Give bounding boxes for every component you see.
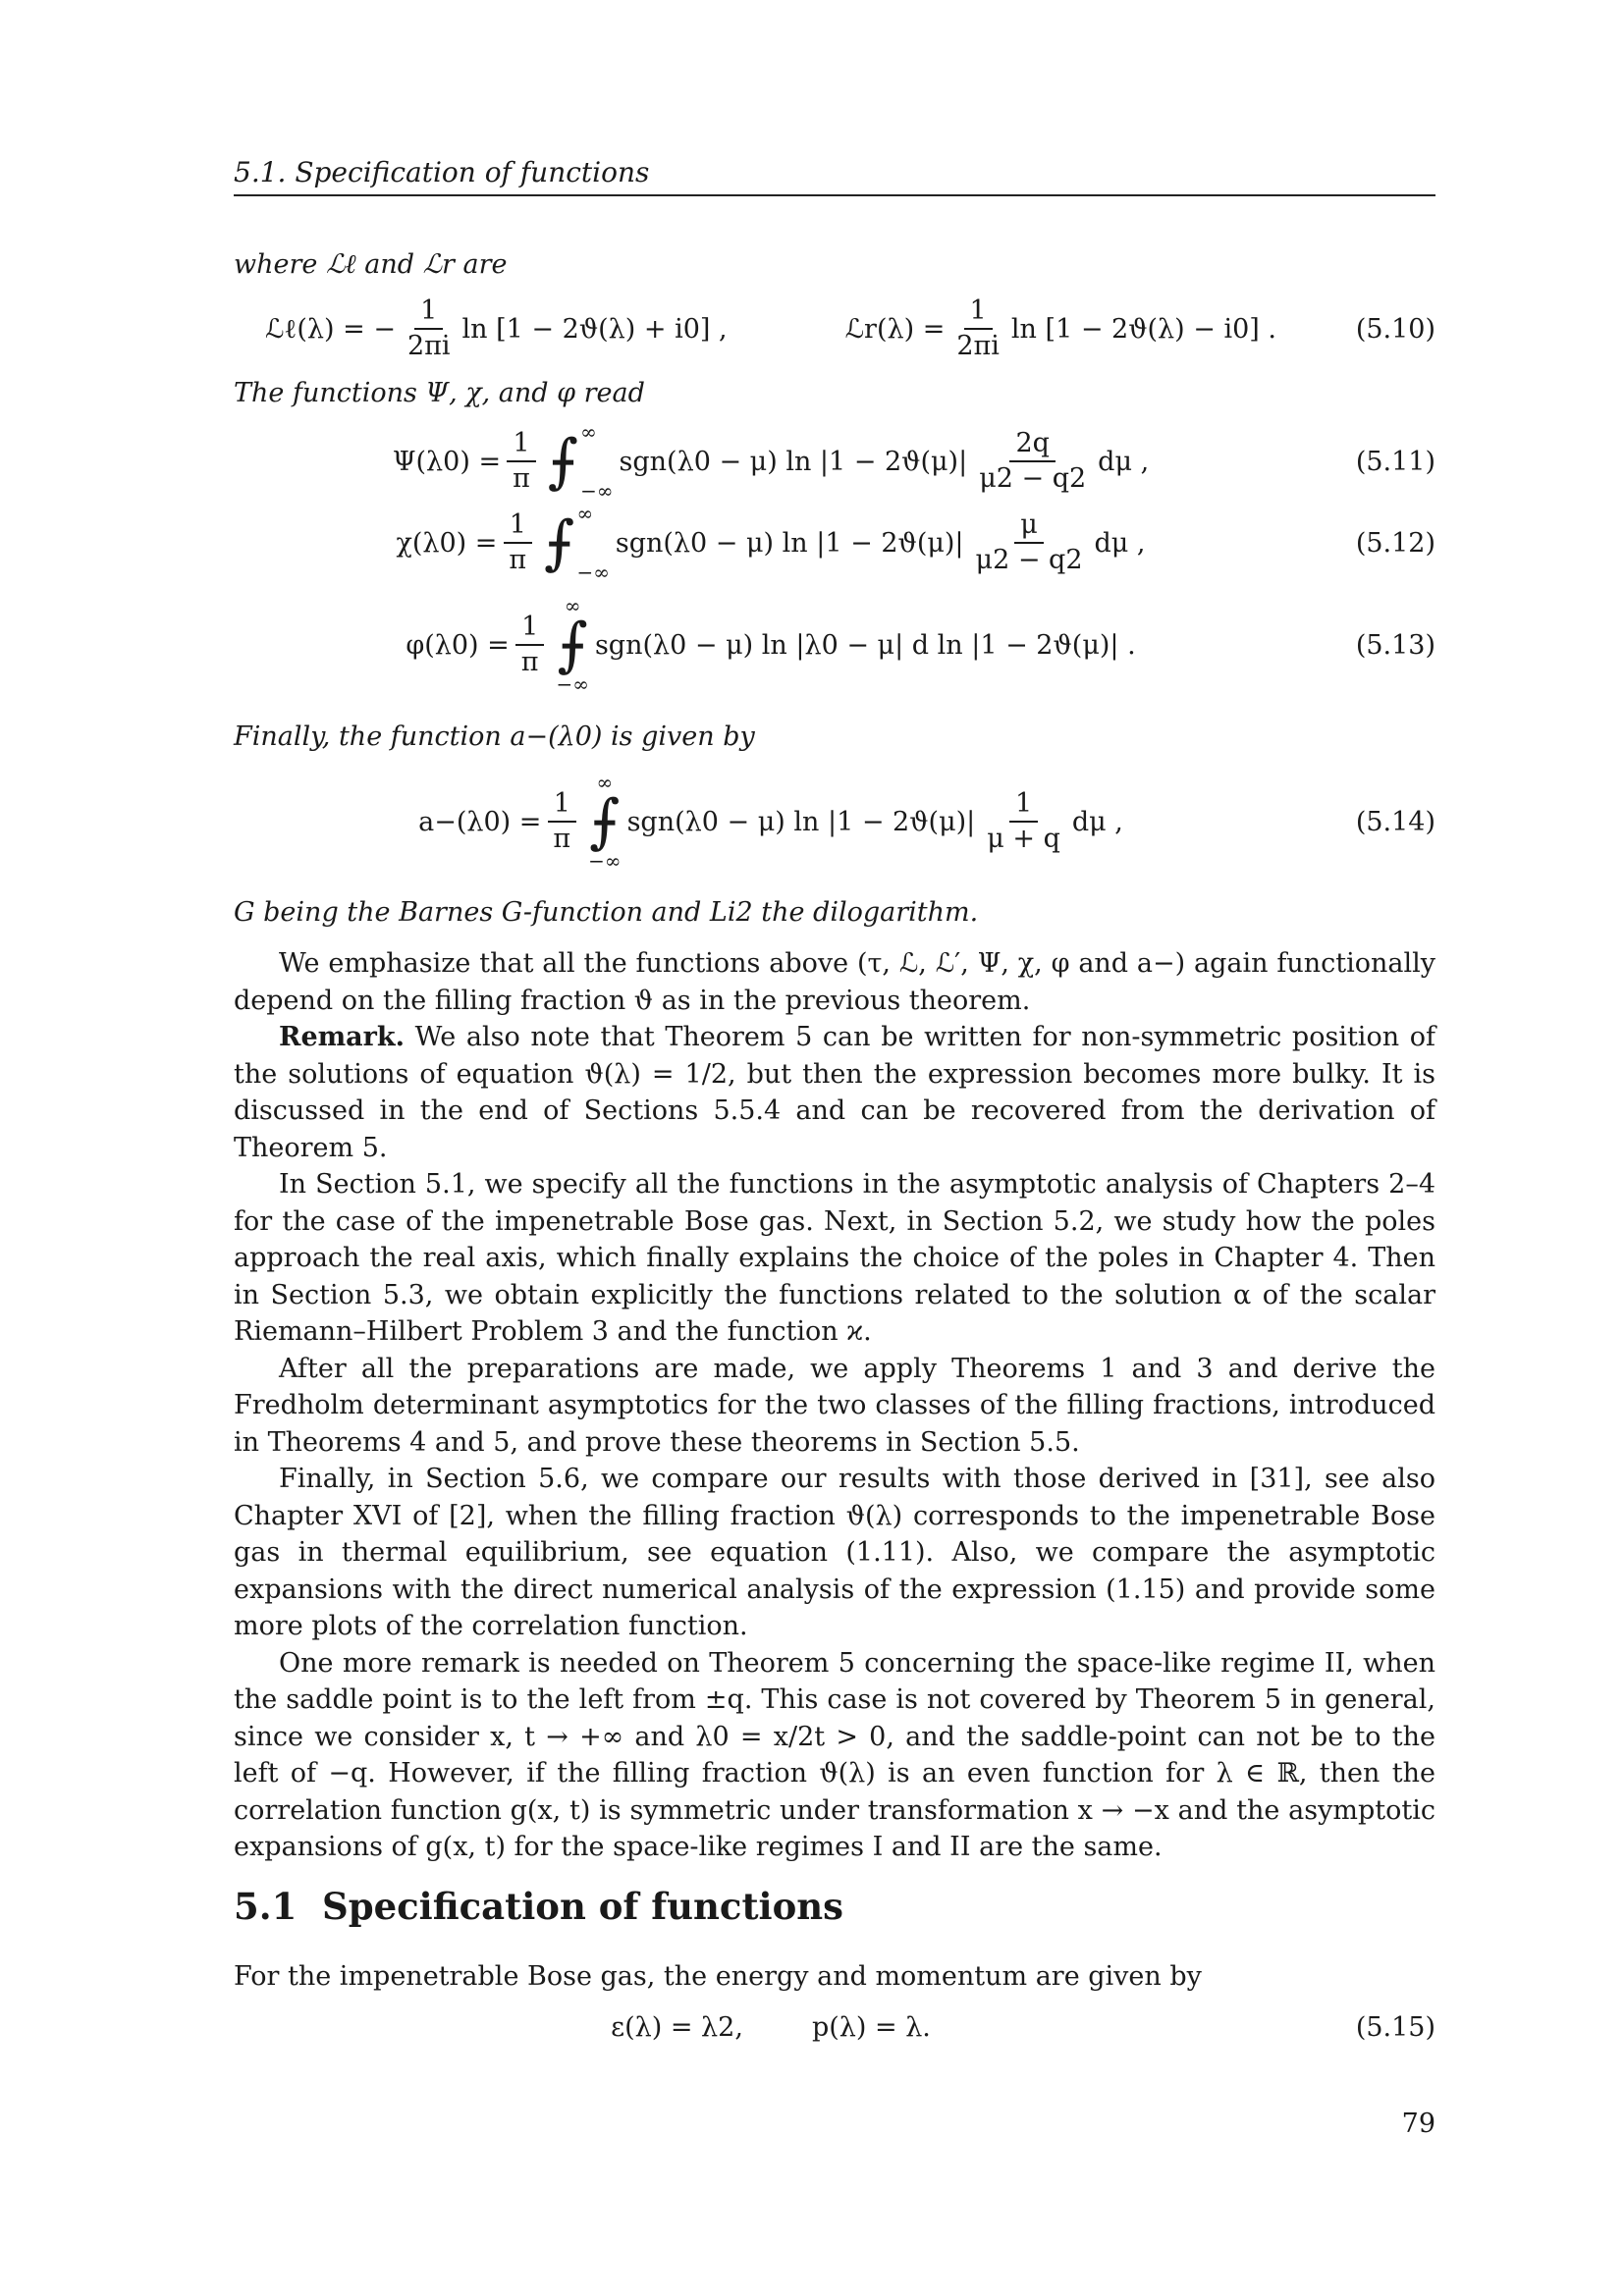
principal-value-integral (544, 504, 610, 582)
equation-number: (5.11) (1355, 446, 1435, 477)
fraction-denominator: μ + q (987, 824, 1060, 854)
equation-5-10 (234, 294, 1435, 363)
equation-number: (5.14) (1355, 806, 1435, 837)
differential: dμ , (1094, 527, 1146, 559)
integrand: sgn(λ0 − μ) ln |1 − 2ϑ(μ)| (619, 446, 968, 477)
fraction-numerator: 1 (504, 510, 532, 544)
finally-line: Finally, the function a−(λ0) is given by (234, 721, 755, 752)
equation-number: (5.15) (1355, 2011, 1435, 2043)
eq-5-10-right-fraction (950, 296, 1005, 360)
eq-5-10-right-lhs: ℒr(λ) = (844, 313, 946, 345)
fraction-denominator: 2πi (406, 331, 451, 361)
integrand: sgn(λ0 − μ) ln |1 − 2ϑ(μ)| (615, 527, 964, 559)
functions-line: The functions Ψ, χ, and φ read (234, 378, 645, 408)
equation-number: (5.10) (1355, 313, 1435, 345)
section-heading (234, 1885, 843, 1928)
eq-5-10-left-fraction (402, 296, 457, 360)
eq-5-12-lhs: χ(λ0) = (396, 527, 498, 559)
integral-lower-limit: −∞ (588, 849, 622, 873)
equation-5-11 (234, 417, 1435, 506)
kernel-fraction (981, 789, 1066, 853)
integral-lower-limit: −∞ (556, 672, 589, 696)
integral-upper-limit: ∞ (564, 594, 581, 617)
paragraph-one-more: One more remark is needed on Theorem 5 concerning the space-like regime II, when the saddle point is to the left from ±q. This case is not covered by Theorem 5 in general, since we consider x, t → +∞ and λ0 = x/2t > 0, and the saddle-point can not be to the left of −q. However, if the filling fraction ϑ(λ) is an even function for λ ∈ ℝ, then the correlation function g(x, t) is symmetric under transformation x → −x and the asymptotic expansions of g(x, t) for the space-like regimes I and II are the same. (234, 1647, 1435, 1862)
kernel-fraction (973, 429, 1092, 493)
fraction-numerator: 1 (964, 296, 993, 330)
prefactor-fraction (507, 429, 536, 493)
paragraph-preparations: After all the preparations are made, we apply Theorems 1 and 3 and derive the Fredholm determinant asymptotics for the two classes of the filling fractions, introduced in Theorems 4 and 5, and prove these theorems in Section 5.5. (234, 1353, 1435, 1458)
equation-number: (5.13) (1355, 629, 1435, 661)
eq-5-10-right-rhs: ln [1 − 2ϑ(λ) − i0] . (1010, 313, 1276, 345)
integral-sign: ⨍ (547, 427, 579, 496)
fraction-denominator: π (513, 463, 530, 494)
fraction-numerator: μ (1014, 510, 1044, 544)
fraction-numerator: 1 (548, 789, 576, 823)
eq-5-14-lhs: a−(λ0) = (418, 806, 542, 837)
fraction-numerator: 2q (1009, 429, 1055, 462)
equation-5-15 (234, 2002, 1435, 2052)
kernel-fraction (970, 510, 1089, 574)
principal-value-integral (588, 773, 621, 871)
section-number: 5.1 (234, 1885, 298, 1928)
page-number: 79 (1401, 2109, 1435, 2139)
integral-sign: ⨍ (544, 508, 575, 577)
paragraph-compare: Finally, in Section 5.6, we compare our results with those derived in [31], see also Chapter XVI of [2], when the filling fraction ϑ(λ) corresponds to the impenetrable Bose gas in thermal equilibrium, see equation (1.11). Also, we compare the asymptotic expansions with the direct numerical analysis of the expression (1.15) and provide some more plots of the correlation function. (234, 1464, 1435, 1641)
fraction-denominator: 2πi (956, 331, 1000, 361)
fraction-denominator: μ2 − q2 (975, 545, 1083, 575)
fraction-denominator: π (520, 647, 539, 677)
remark-text: We also note that Theorem 5 can be written for non-symmetric position of the solutions of equation ϑ(λ) = 1/2, but then the expression becomes more bulky. It is discussed in the end of Sections 5.5.4 and can be recovered from the derivation of Theorem 5. (234, 1022, 1435, 1163)
integrand: sgn(λ0 − μ) ln |λ0 − μ| d ln |1 − 2ϑ(μ)| . (594, 629, 1136, 661)
principal-value-integral (548, 422, 614, 501)
equation-5-13 (234, 587, 1435, 703)
equation-5-12 (234, 499, 1435, 587)
prefactor-fraction (547, 789, 576, 853)
prefactor-fraction (503, 510, 532, 574)
fraction-numerator: 1 (515, 613, 544, 646)
equation-number: (5.12) (1355, 527, 1435, 559)
section-title: Specification of functions (322, 1885, 844, 1928)
integral-upper-limit: ∞ (596, 771, 614, 794)
integrand: sgn(λ0 − μ) ln |1 − 2ϑ(μ)| (626, 806, 976, 837)
fraction-denominator: π (509, 545, 527, 575)
intro-line: where ℒℓ and ℒr are (234, 249, 508, 280)
fraction-numerator: 1 (507, 429, 535, 462)
principal-value-integral (557, 596, 589, 694)
paragraph-emphasize: We emphasize that all the functions above (τ, ℒ, ℒ′, Ψ, χ, φ and a−) again functionally depend on the filling fraction ϑ as in the previous theorem. (234, 948, 1435, 1016)
eq-5-10-left-lhs: ℒℓ(λ) = − (264, 313, 396, 345)
eq-5-15-right: p(λ) = λ. (811, 2011, 931, 2043)
paragraph-sections: In Section 5.1, we specify all the functions in the asymptotic analysis of Chapters 2–4 for the case of the impenetrable Bose gas. Next, in Section 5.2, we study how the poles approach the real axis, which finally explains the choice of the poles in Chapter 4. Then in Section 5.3, we obtain explicitly the functions related to the solution α of the scalar Riemann–Hilbert Problem 3 and the function ϰ. (234, 1169, 1435, 1347)
differential: dμ , (1071, 806, 1123, 837)
remark-label: Remark. (279, 1022, 406, 1052)
integral-lower-limit: −∞ (580, 479, 614, 503)
body-text (234, 945, 1435, 1866)
eq-5-11-lhs: Ψ(λ0) = (392, 446, 502, 477)
integral-sign: ⨍ (589, 787, 621, 856)
fraction-denominator: π (553, 824, 571, 854)
integral-upper-limit: ∞ (580, 420, 597, 444)
fraction-numerator: 1 (414, 296, 443, 330)
integral-upper-limit: ∞ (576, 502, 594, 525)
eq-5-13-lhs: φ(λ0) = (406, 629, 510, 661)
running-header: 5.1. Specification of functions (234, 155, 1435, 196)
eq-5-15-left: ε(λ) = λ2, (611, 2011, 743, 2043)
energy-line: For the impenetrable Bose gas, the energy and momentum are given by (234, 1961, 1202, 1992)
paragraph-remark (234, 1019, 1435, 1166)
integral-sign: ⨍ (557, 611, 588, 679)
equation-5-14 (234, 764, 1435, 880)
integral-lower-limit: −∞ (576, 561, 610, 584)
differential: dμ , (1098, 446, 1150, 477)
eq-5-10-left-rhs: ln [1 − 2ϑ(λ) + i0] , (461, 313, 728, 345)
fraction-numerator: 1 (1009, 789, 1038, 823)
energy-paragraph (234, 1958, 1435, 1996)
fraction-denominator: μ2 − q2 (979, 463, 1087, 494)
barnes-line: G being the Barnes G-function and Li2 the dilogarithm. (234, 897, 979, 928)
prefactor-fraction (515, 613, 545, 676)
